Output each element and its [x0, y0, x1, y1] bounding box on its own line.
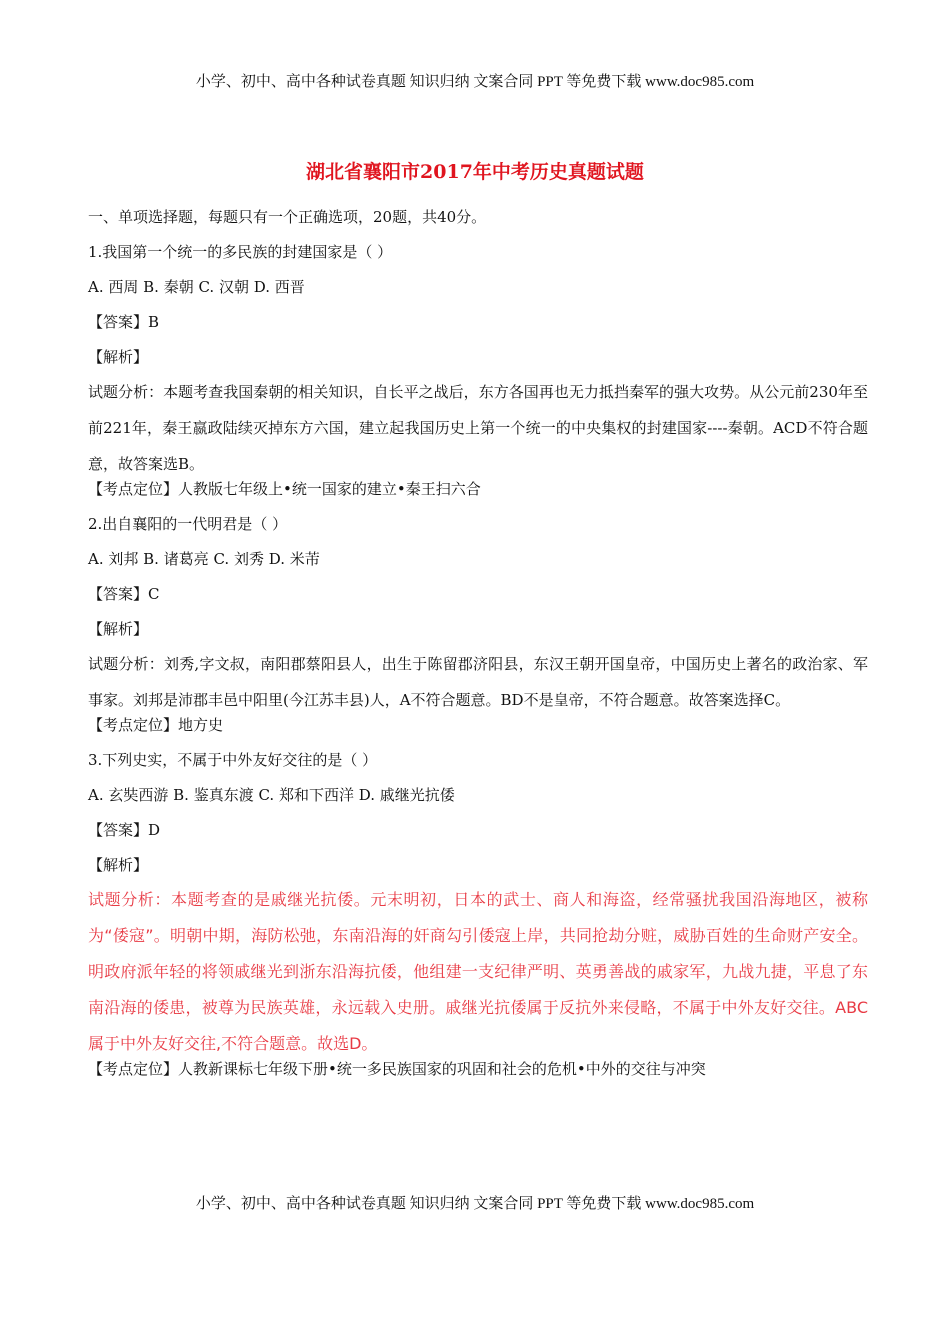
question-3-analysis-label: 【解析】 — [88, 856, 149, 874]
document-body — [88, 208, 868, 1095]
question-2-answer: 【答案】C — [88, 585, 160, 603]
question-1-analysis: 试题分析：本题考查我国秦朝的相关知识，自长平之战后，东方各国再也无力抵挡秦军的强大攻势。从公元前230年至前221年，秦王嬴政陆续灭掉东方六国，建立起我国历史上第一个统一的中央集权的封建国家----秦朝。ACD不符合题意，故答案选B。 — [88, 383, 868, 473]
question-1-stem: 1.我国第一个统一的多民族的封建国家是（ ） — [88, 243, 393, 261]
question-3-locator: 【考点定位】人教新课标七年级下册•统一多民族国家的巩固和社会的危机•中外的交往与冲突 — [88, 1060, 706, 1078]
question-1-analysis-label: 【解析】 — [88, 348, 149, 366]
question-1-answer: 【答案】B — [88, 313, 160, 331]
page-footer: 小学、初中、高中各种试卷真题 知识归纳 文案合同 PPT 等免费下载 www.doc985.com — [195, 1196, 755, 1212]
document-title: 湖北省襄阳市2017年中考历史真题试题 — [306, 161, 644, 183]
question-2-locator: 【考点定位】地方史 — [88, 716, 224, 734]
question-2-stem: 2.出自襄阳的一代明君是（ ） — [88, 515, 288, 533]
question-2-analysis-label: 【解析】 — [88, 620, 149, 638]
question-1-options: A. 西周 B. 秦朝 C. 汉朝 D. 西晋 — [88, 278, 305, 296]
question-1-locator: 【考点定位】人教版七年级上•统一国家的建立•秦王扫六合 — [88, 480, 481, 498]
question-3-stem: 3.下列史实，不属于中外友好交往的是（ ） — [88, 751, 378, 769]
question-3-analysis: 试题分析：本题考查的是戚继光抗倭。元末明初，日本的武士、商人和海盗，经常骚扰我国沿海地区，被称为“倭寇”。明朝中期，海防松弛，东南沿海的奸商勾引倭寇上岸，共同抢劫分赃，威胁百姓的生命财产安全。明政府派年轻的将领戚继光到浙东沿海抗倭，他组建一支纪律严明、英勇善战的戚家军，九战九捷，平息了东南沿海的倭患，被尊为民族英雄，永远载入史册。戚继光抗倭属于反抗外来侵略，不属于中外友好交往。ABC属于中外友好交往,不符合题意。故选D。 — [88, 890, 868, 1053]
question-3-options: A. 玄奘西游 B. 鉴真东渡 C. 郑和下西洋 D. 戚继光抗倭 — [88, 786, 455, 804]
question-3-answer: 【答案】D — [88, 821, 161, 839]
question-2-analysis: 试题分析：刘秀,字文叔，南阳郡蔡阳县人，出生于陈留郡济阳县，东汉王朝开国皇帝，中国历史上著名的政治家、军事家。刘邦是沛郡丰邑中阳里(今江苏丰县)人，A不符合题意。BD不是皇帝，不符合题意。故答案选择C。 — [88, 655, 868, 709]
section-heading: 一、单项选择题，每题只有一个正确选项，20题，共40分。 — [88, 208, 487, 226]
page-header: 小学、初中、高中各种试卷真题 知识归纳 文案合同 PPT 等免费下载 www.doc985.com — [195, 74, 755, 90]
question-2-options: A. 刘邦 B. 诸葛亮 C. 刘秀 D. 米芾 — [88, 550, 320, 568]
